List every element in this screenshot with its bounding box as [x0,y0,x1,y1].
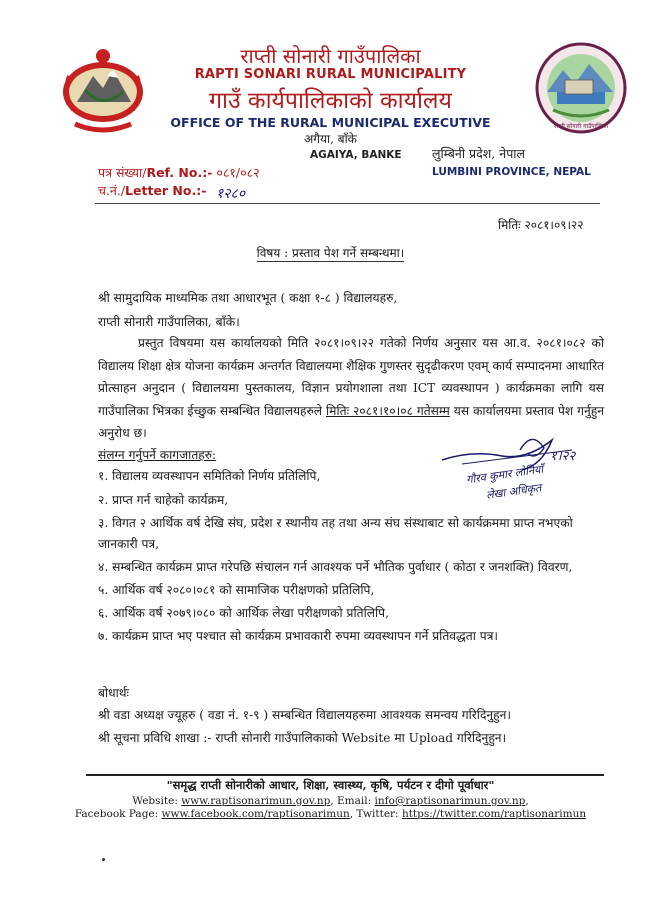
municipality-name-nepali: राप्ती सोनारी गाउँपालिका [240,44,421,68]
header-divider [95,203,600,204]
enclosures-heading-text: संलग्न गर्नुपर्ने कागजातहरु: [98,448,217,462]
letter-label-english: Letter No.:- [125,183,207,198]
subject-text: विषय : प्रस्ताव पेश गर्ने सम्बन्धमा। [256,246,405,260]
enclosure-item: २. प्राप्त गर्न चाहेको कार्यक्रम, [98,493,229,507]
body-part-1: प्रस्तुत विषयमा यस कार्यालयको मिति २०८१।०९।२२ गतेको निर्णय अनुसार यस आ.व. २०८१।०८२ को विद्यालय शिक्षा क्षेत्र योजना कार्यक्रम अन्तर्गत विद्यालयमा शैक्षिक गुणस्तर सुदृढीकरण एवम् कार्य सम्पादनमा आधारित प्रोत्साहन अनुदान ( विद्यालयमा पुस्तकालय, विज्ञान प्रयोगशाला तथा ICT व्यवस्थापन ) कार्यक्रमका लागि यस गाउँपालिका भित्रका ईच्छुक सम्बन्धित विद्यालयहरुले [98,336,604,418]
signatory-name: गौरव कुमार लोनियाँ [465,462,545,487]
svg-text:१।२२: १।२२ [550,449,576,464]
enclosure-item: १. विद्यालय व्यवस्थापन समितिको निर्णय प्रतिलिपि, [98,469,321,483]
ref-label-english: Ref. No.:- [146,165,213,180]
footer-slogan: "समृद्ध राप्ती सोनारीको आधार, शिक्षा, स्वास्थ्य, कृषि, पर्यटन र दीगो पूर्वाधार" [166,778,495,792]
twitter-link[interactable]: https://twitter.com/raptisonarimun [401,808,587,820]
enclosures-heading [98,444,216,467]
svg-text:राप्ती सोनारी गाउँपालिका: राप्ती सोनारी गाउँपालिका [553,123,609,130]
enclosure-item: ६. आर्थिक वर्ष २०७९।०८० को आर्थिक लेखा परीक्षणको प्रतिलिपि, [98,606,389,620]
body-deadline: मितिः २०८१।१०।०८ गतेसम्म [326,403,450,418]
bodhartha-item: श्री वडा अध्यक्ष ज्यूहरु ( वडा नं. १-९ ) सम्बन्धित विद्यालयहरुमा आवश्यक समन्वय गरिदिनुहुन। [98,708,512,722]
facebook-link[interactable]: www.facebook.com/raptisonarimun [161,808,350,820]
enclosure-item: ७. कार्यक्रम प्राप्त भए पश्चात सो कार्यक्रम प्रभावकारी रुपमा व्यवस्थापन गर्ने प्रतिवद्धता पत्र। [98,629,499,643]
location-nepali: अगैया, बाँके [304,132,357,146]
ref-number [98,164,260,181]
enclosure-item: ५. आर्थिक वर्ष २०८०।०८१ को सामाजिक परीक्षणको प्रतिलिपि, [98,583,375,597]
twitter-label: , Twitter: [349,808,402,820]
stray-mark [102,858,105,861]
enclosure-item: ३. विगत २ आर्थिक वर्ष देखि संघ, प्रदेश र स्थानीय तह तथा अन्य संघ संस्थाबाट सो कार्यक्रममा प्राप्त नभएको जानकारी पत्र, [98,516,573,551]
facebook-label: Facebook Page: [74,808,162,820]
email-suffix: , [525,795,529,807]
letter-date: मितिः २०८१।०९।२२ [498,218,584,232]
province-nepali: लुम्बिनी प्रदेश, नेपाल [432,146,526,161]
addressee-line-1: श्री सामुदायिक माध्यमिक तथा आधारभूत ( कक्षा १-८ ) विद्यालयहरु, [98,291,398,305]
enclosure-item: ४. सम्बन्धित कार्यक्रम प्राप्त गरेपछि संचालन गर्न आवश्यक पर्ने भौतिक पुर्वाधार ( कोठा र जनशक्ति) विवरण, [98,560,573,574]
municipality-name-english: RAPTI SONARI RURAL MUNICIPALITY [194,67,467,82]
subject-line [0,244,661,261]
email-link[interactable]: info@raptisonarimun.gov.np [374,795,526,807]
body-part-2: यस कार्यालयमा प्रस्ताव पेश गर्नुहुन अनुरोध छ। [98,403,604,440]
location-english: AGAIYA, BANKE [310,149,402,161]
website-label: Website: [132,795,182,807]
bodhartha-item: श्री सूचना प्रविधि शाखा :- राप्ती सोनारी गाउँपालिकाको Website मा Upload गरिदिनुहुन। [98,731,507,745]
email-label: , Email: [330,795,375,807]
letter-number-handwritten: १२८० [216,186,246,202]
addressee-line-2: राप्ती सोनारी गाउँपालिका, बाँके। [98,315,240,329]
bodhartha-heading: बोधार्थः [98,686,130,700]
letter-number [98,182,206,199]
footer-contact-line [0,795,661,807]
ref-value: ०८१/०८२ [216,165,260,180]
footer-social-line [0,808,661,820]
province-english: LUMBINI PROVINCE, NEPAL [432,166,591,178]
letter-label-nepali: च.नं./ [98,183,126,198]
office-name-nepali: गाउँ कार्यपालिकाको कार्यालय [209,88,452,114]
website-link[interactable]: www.raptisonarimun.gov.np [181,795,331,807]
footer-divider [86,774,604,776]
ref-label-nepali: पत्र संख्या/ [98,165,147,180]
signatory-title: लेखा अधिकृत [485,481,543,502]
office-name-english: OFFICE OF THE RURAL MUNICIPAL EXECUTIVE [170,115,491,130]
